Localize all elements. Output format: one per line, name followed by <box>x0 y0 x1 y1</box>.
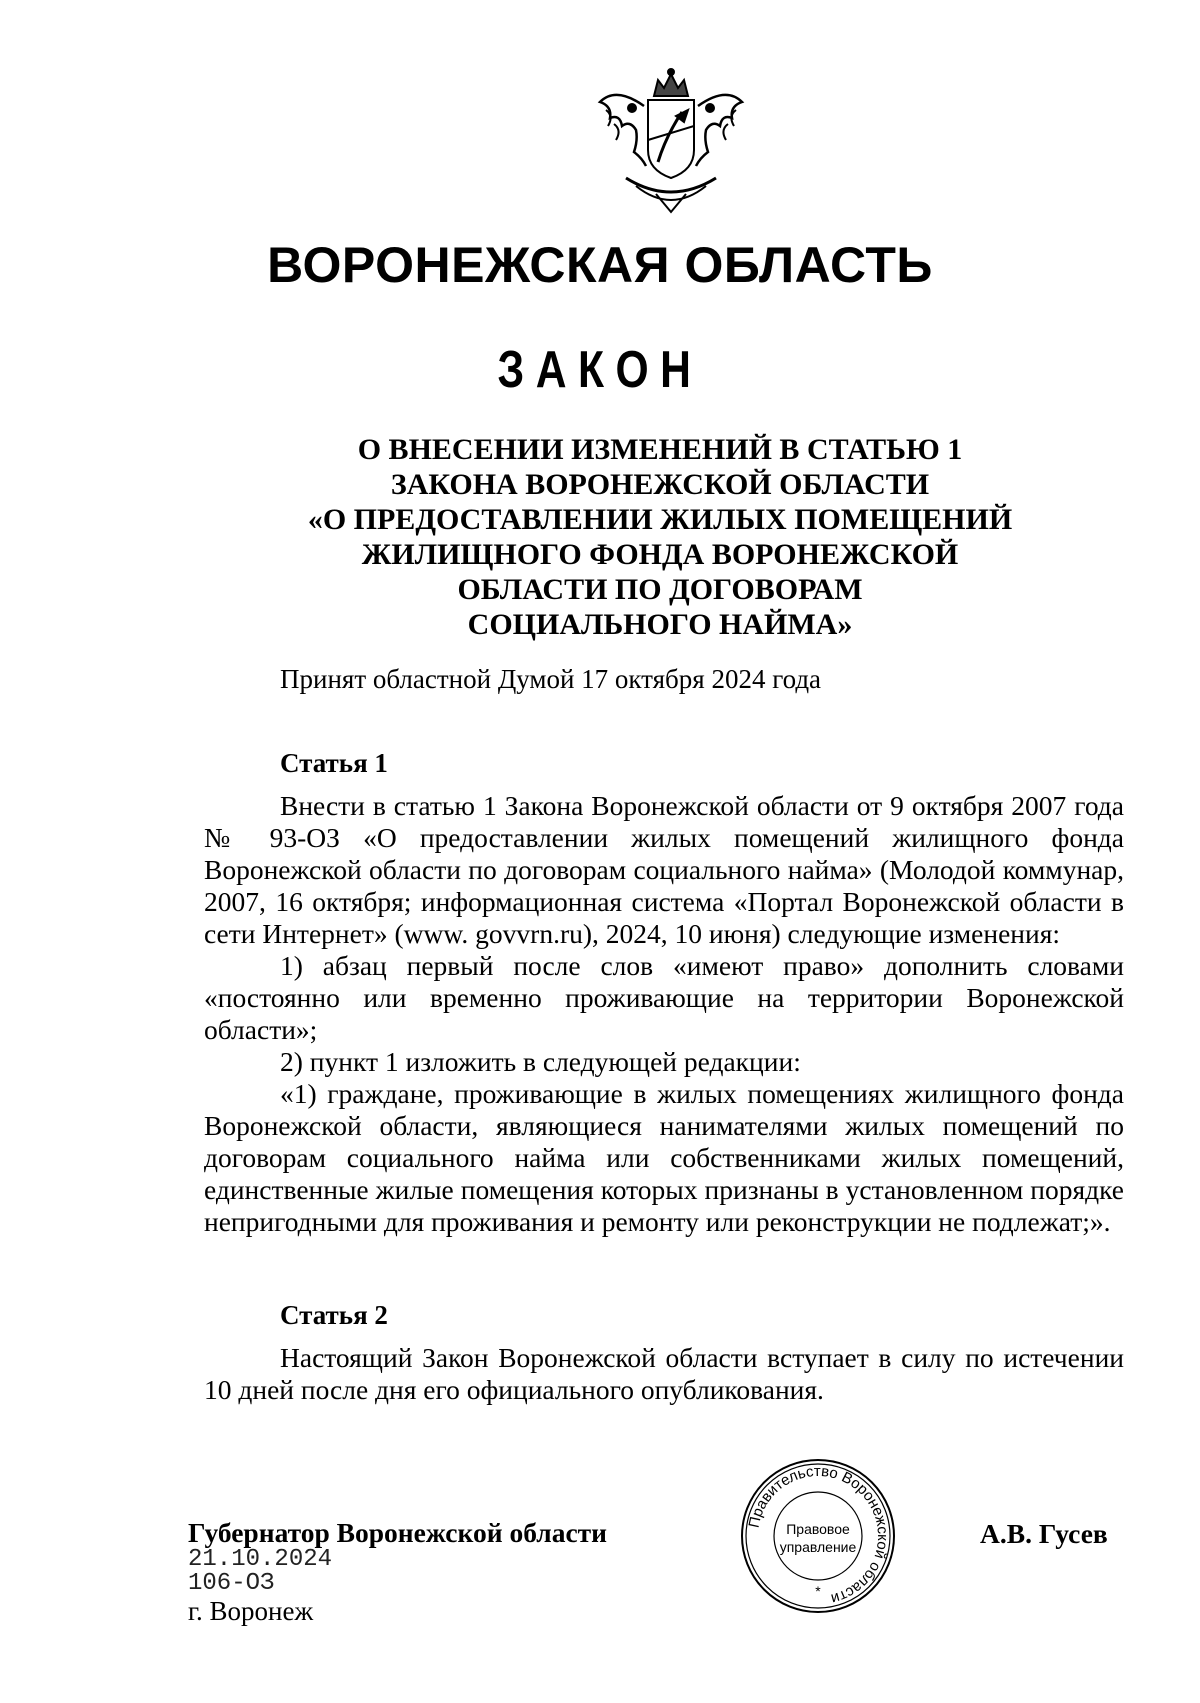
stamp-center-line: Правовое <box>786 1521 850 1537</box>
document-type-heading: ЗАКОН <box>497 341 703 399</box>
law-title-line: О ВНЕСЕНИИ ИЗМЕНЕНИЙ В СТАТЬЮ 1 <box>357 433 963 466</box>
law-title <box>200 432 1120 642</box>
voronezh-coat-of-arms-icon <box>586 66 756 216</box>
article-paragraph: 1) абзац первый после слов «имеют право» дополнить словами «постоянно или временно проживающие на территории Воронежской области»; <box>204 950 1124 1045</box>
law-title-line: ЗАКОНА ВОРОНЕЖСКОЙ ОБЛАСТИ <box>390 468 930 501</box>
signing-city: г. Воронеж <box>188 1596 314 1626</box>
signing-date: 21.10.2024 <box>188 1546 333 1573</box>
article-2-body <box>204 1342 1124 1406</box>
article-1-body <box>204 790 1124 1238</box>
signatory-name: А.В. Гусев <box>980 1518 1108 1549</box>
stamp-ring-text: Правительство Воронежской области <box>745 1462 892 1608</box>
article-paragraph: Настоящий Закон Воронежской области вступает в силу по истечении 10 дней после дня его официального опубликования. <box>204 1342 1124 1405</box>
stamp-center-line: управление <box>779 1539 857 1555</box>
adoption-note: Принят областной Думой 17 октября 2024 года <box>280 664 822 694</box>
law-title-line: «О ПРЕДОСТАВЛЕНИИ ЖИЛЫХ ПОМЕЩЕНИЙ <box>307 503 1013 536</box>
article-paragraph: 2) пункт 1 изложить в следующей редакции: <box>280 1046 801 1077</box>
region-heading: ВОРОНЕЖСКАЯ ОБЛАСТЬ <box>267 237 933 293</box>
law-title-line: СОЦИАЛЬНОГО НАЙМА» <box>467 608 853 641</box>
law-number: 106-ОЗ <box>188 1570 275 1597</box>
article-paragraph: Внести в статью 1 Закона Воронежской области от 9 октября 2007 года № 93-ОЗ «О предоставлении жилых помещений жилищного фонда Воронежской области по договорам социального найма» (Молодой коммунар, 2007, 16 октября; информационная система «Портал Воронежской области в сети Интернет» (www. govvrn.ru), 2024, 10 июня) следующие изменения: <box>204 790 1124 949</box>
law-title-line: ЖИЛИЩНОГО ФОНДА ВОРОНЕЖСКОЙ <box>361 538 959 571</box>
signature-block <box>188 1518 607 1626</box>
law-title-line: ОБЛАСТИ ПО ДОГОВОРАМ <box>457 573 863 606</box>
article-paragraph: «1) граждане, проживающие в жилых помещениях жилищного фонда Воронежской области, являющиеся нанимателями жилых помещений по договорам социального найма или собственниками жилых помещений, единственные жилые помещения которых признаны в установленном порядке непригодными для проживания и ремонту или реконструкции не подлежат;». <box>204 1078 1124 1237</box>
stamp-star: * <box>815 1583 821 1599</box>
article-1-heading: Статья 1 <box>280 748 388 778</box>
official-stamp <box>738 1456 898 1616</box>
article-2-heading: Статья 2 <box>280 1300 388 1330</box>
governor-title: Губернатор Воронежской области <box>188 1517 608 1548</box>
